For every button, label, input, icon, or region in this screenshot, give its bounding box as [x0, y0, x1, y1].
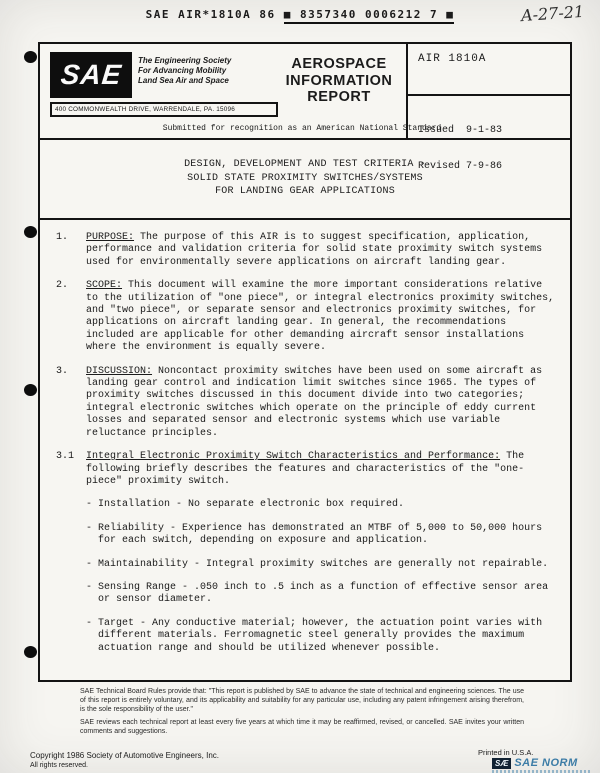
microfiche-code	[0, 8, 600, 21]
section-discussion	[56, 366, 556, 440]
section-text: The purpose of this AIR is to suggest specification, application, performance and validation criteria for solid state proximity switch systems used for environmentally severe applications on aircraft landing gear.	[86, 232, 543, 268]
sae-logo	[50, 52, 132, 98]
document-title-line: SOLID STATE PROXIMITY SWITCHES/SYSTEMS	[187, 172, 423, 184]
copyright-note: Copyright 1986 Society of Automotive Engineers, Inc.	[30, 751, 219, 760]
document-title-line: DESIGN, DEVELOPMENT AND TEST CRITERIA -	[184, 159, 426, 171]
section-scope	[56, 280, 556, 354]
bullet-item: - Installation - No separate electronic box required.	[86, 499, 405, 511]
handwritten-annotation: A-27-21	[520, 1, 585, 26]
document-title-line: FOR LANDING GEAR APPLICATIONS	[215, 186, 395, 198]
report-type-line: REPORT	[307, 89, 371, 105]
section-heading: Integral Electronic Proximity Switch Characteristics and Performance:	[86, 451, 501, 463]
bullet-item: - Target - Any conductive material; however, the actuation point varies with different materials. Ferromagnetic steel generally provides the maximum actuation range and should be utilized whenever possible.	[86, 617, 543, 654]
bullet-item: - Sensing Range - .050 inch to .5 inch as a function of effective sensor area or sensor diameter.	[86, 581, 549, 606]
bullet-list	[86, 499, 556, 655]
footer-fine-print	[80, 688, 524, 742]
printed-note: Printed in U.S.A.	[478, 748, 534, 757]
review-note: SAE reviews each technical report at least every five years at which time it may be reaffirmed, revised, or cancelled. SAE invites your written comments and suggestions.	[80, 719, 524, 736]
sae-tagline-line: The Engineering Society	[138, 56, 232, 65]
sae-norm-label: SAE NORM	[514, 757, 578, 769]
doc-number-divider	[408, 94, 570, 96]
board-rules-note: SAE Technical Board Rules provide that: "This report is published by SAE to advance the state of technical and engineering sciences. The use of this report is entirely voluntary, and its applicability and suitability for any particular use, including any patent infringement arising therefrom, is the sole responsibility of the user."	[80, 688, 524, 713]
section-text: Noncontact proximity switches have been used on some aircraft as landing gear control and indication limit switches since 1965. The types of proximity switches discussed in this document divide into two categories; integral electronic switches which operate on the principle of eddy current losses and separated sensor and electronic systems which use variable reluctance principles.	[86, 365, 543, 439]
sae-tagline	[138, 56, 258, 86]
revised-date: Revised 7-9-86	[418, 161, 503, 172]
registration-mark	[24, 384, 37, 396]
section-purpose	[56, 232, 556, 269]
section-integral-characteristics	[56, 451, 556, 488]
section-heading: DISCUSSION:	[86, 365, 153, 377]
sae-tagline-line: For Advancing Mobility	[138, 66, 227, 75]
sae-norm-glyph: SÆ	[492, 758, 511, 769]
issued-date: Issued 9-1-83	[418, 125, 503, 136]
registration-mark	[24, 646, 37, 658]
microfiche-code-left: SAE AIR*1810A 86	[145, 8, 276, 21]
section-number: 3.1	[56, 451, 75, 463]
section-text: The following briefly describes the features and characteristics of the "one-piece" proximity switch.	[86, 451, 525, 487]
section-number: 3.	[56, 365, 69, 377]
registration-mark	[24, 51, 37, 63]
report-type-title	[264, 56, 414, 106]
registration-mark	[24, 226, 37, 238]
report-type-line: INFORMATION	[285, 72, 393, 89]
ansi-submission-note: Submitted for recognition as an American National Standard	[162, 124, 442, 133]
doc-number: AIR 1810A	[418, 53, 487, 65]
issue-dates	[418, 101, 502, 197]
report-type-line: AEROSPACE	[291, 56, 387, 72]
section-number: 2.	[56, 280, 69, 292]
section-number: 1.	[56, 232, 69, 243]
sae-logo-text: SAE	[59, 59, 123, 90]
section-text: This document will examine the more important considerations relative to the utilization of "one piece", or integral electronics proximity switches, and "two piece", or separate sensor and electronics proximity switches, for applications on aircraft landing gear. In general, the recommendations included are applicable for other demanding aircraft sensor installations where the environment is equally severe.	[86, 280, 555, 354]
bullet-item: - Reliability - Experience has demonstrated an MTBF of 5,000 to 50,000 hours for each switch, depending on exposure and application.	[86, 522, 543, 547]
document-body	[40, 220, 570, 655]
bullet-item: - Maintainability - Integral proximity switches are generally not repairable.	[86, 558, 549, 570]
section-heading: SCOPE:	[86, 280, 123, 292]
sae-norm-logo	[492, 757, 592, 773]
address-bar: 400 COMMONWEALTH DRIVE, WARRENDALE, PA. 15096	[50, 102, 278, 117]
microfiche-code-right: ■ 8357340 0006212 7 ■	[284, 8, 455, 24]
document-frame	[38, 42, 572, 682]
sae-tagline-line: Land Sea Air and Space	[138, 76, 229, 85]
rights-note: All rights reserved.	[30, 762, 88, 769]
section-heading: PURPOSE:	[86, 232, 135, 243]
